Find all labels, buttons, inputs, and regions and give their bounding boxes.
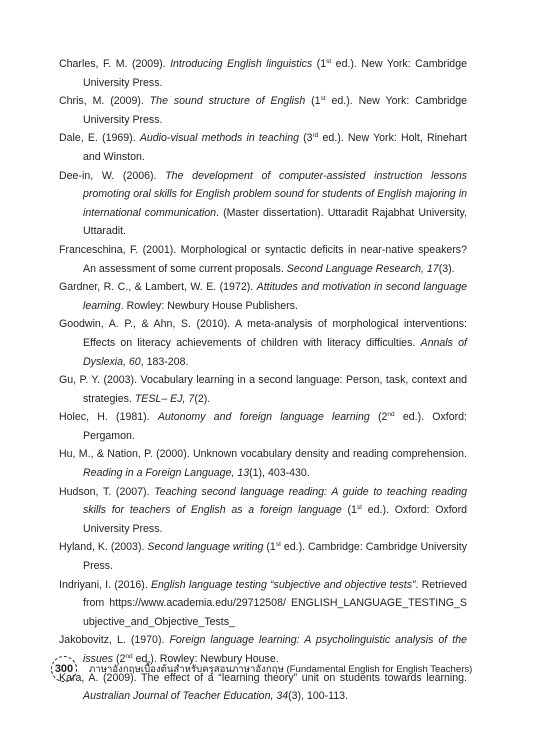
reference-url: https://www.academia.edu/29712508/ ENGLISH_LANGUAGE_TESTING_Subjective_and_Objective_Tests_ bbox=[83, 597, 467, 628]
reference-title: English language testing “subjective and objective tests” bbox=[150, 578, 416, 591]
reference-title: Second Language Research, 17 bbox=[286, 262, 439, 275]
reference-text: Kara, A. (2009). The effect of a “learning theory” unit on students towards learning. bbox=[59, 671, 467, 684]
reference-entry bbox=[59, 315, 467, 371]
reference-title: Attitudes and motivation in second language learning bbox=[83, 281, 467, 312]
reference-text: (1 bbox=[263, 541, 276, 554]
reference-text: (1 bbox=[305, 95, 321, 108]
reference-text: . (Master dissertation). Uttaradit Rajabhat University, Uttaradit. bbox=[83, 206, 468, 238]
reference-title: TESL– EJ, 7 bbox=[134, 392, 195, 405]
reference-text: Dee-in, W. (2006). bbox=[59, 169, 166, 182]
reference-entry bbox=[59, 408, 467, 445]
reference-entry bbox=[59, 129, 467, 166]
reference-text: . Rowley: Newbury House Publishers. bbox=[120, 299, 298, 312]
reference-text: (3), 100-113. bbox=[288, 690, 349, 703]
reference-text: ed.). Cambridge: Cambridge University Press. bbox=[83, 541, 467, 573]
reference-text: ed.). New York: Holt, Rinehart and Winston. bbox=[83, 132, 467, 163]
reference-title: Audio-visual methods in teaching bbox=[139, 132, 299, 145]
reference-title: Annals of Dyslexia, 60 bbox=[83, 336, 468, 368]
reference-entry bbox=[59, 483, 467, 539]
reference-title: Autonomy and foreign language learning bbox=[157, 411, 370, 424]
reference-text: ed.). New York: Cambridge University Press. bbox=[83, 95, 467, 126]
reference-text: Jakobovitz, L. (1970). bbox=[59, 634, 170, 647]
reference-text: (2). bbox=[194, 392, 211, 405]
reference-text: Chris, M. (2009). bbox=[59, 95, 150, 108]
reference-entry bbox=[59, 167, 467, 241]
reference-text: (1 bbox=[312, 58, 327, 70]
reference-list bbox=[59, 55, 467, 706]
reference-text: Hyland, K. (2003). bbox=[59, 541, 148, 554]
reference-text: (2 bbox=[113, 653, 126, 665]
reference-text: Dale, E. (1969). bbox=[59, 132, 140, 145]
reference-entry bbox=[59, 445, 467, 482]
reference-title: Reading in a Foreign Language, 13 bbox=[83, 467, 250, 480]
reference-title: The development of computer-assisted instruction lessons promoting oral skills for English problem sound for students of English majoring in international communication bbox=[83, 169, 468, 219]
reference-text: Goodwin, A. P., & Ahn, S. (2010). A meta-analysis of morphological interventions: Effects on literacy achievements of children with literacy difficulties. bbox=[59, 318, 467, 349]
reference-text: (3 bbox=[298, 132, 313, 145]
reference-entry bbox=[59, 371, 467, 408]
reference-text: st bbox=[356, 504, 362, 512]
page-number: 300 bbox=[51, 656, 77, 682]
reference-text: Holec, H. (1981). bbox=[59, 411, 158, 424]
reference-entry bbox=[59, 576, 467, 632]
reference-text: st bbox=[320, 95, 326, 103]
reference-title: Foreign language learning: A psycholinguistic analysis of the issues bbox=[83, 634, 467, 665]
reference-title: Teaching second language reading: A guide to teaching reading skills for teachers of English as a foreign language bbox=[83, 485, 467, 517]
reference-title: Introducing English linguistics bbox=[170, 58, 313, 70]
reference-text: Hudson, T. (2007). bbox=[59, 485, 155, 498]
reference-title: Australian Journal of Teacher Education, 34 bbox=[83, 690, 289, 703]
reference-text: rd bbox=[312, 132, 319, 140]
reference-text: Charles, F. M. (2009). bbox=[59, 58, 171, 70]
reference-text: (1), 403-430. bbox=[249, 467, 310, 480]
reference-text: nd bbox=[387, 411, 395, 419]
page-footer bbox=[51, 656, 491, 682]
reference-text: , 183-208. bbox=[140, 355, 189, 368]
reference-text: . Retrieved from bbox=[83, 578, 467, 610]
reference-text: ed.). Rowley: Newbury House. bbox=[132, 653, 279, 665]
reference-entry bbox=[59, 538, 467, 575]
reference-text: nd bbox=[125, 653, 133, 660]
reference-text: ed.). Oxford: Oxford University Press. bbox=[83, 504, 467, 535]
reference-text: (3). bbox=[438, 262, 455, 275]
reference-entry bbox=[59, 278, 467, 315]
reference-text: st bbox=[326, 58, 332, 65]
reference-title: The sound structure of English bbox=[149, 95, 306, 108]
reference-text: (1 bbox=[341, 504, 357, 517]
reference-text: Indriyani, I. (2016). bbox=[59, 578, 151, 591]
reference-entry bbox=[59, 92, 467, 129]
reference-text: Gardner, R. C., & Lambert, W. E. (1972). bbox=[59, 281, 257, 294]
reference-text: ed.). Oxford: Pergamon. bbox=[83, 411, 467, 442]
reference-entry bbox=[59, 241, 467, 278]
reference-text: Gu, P. Y. (2003). Vocabulary learning in a second language: Person, task, context and strategies. bbox=[59, 374, 467, 405]
reference-text: st bbox=[275, 541, 281, 549]
reference-title: Second language writing bbox=[147, 541, 264, 554]
reference-text: Hu, M., & Nation, P. (2000). Unknown vocabulary density and reading comprehension. bbox=[59, 448, 467, 461]
reference-text: ed.). New York: Cambridge University Press. bbox=[83, 58, 467, 89]
reference-entry bbox=[59, 55, 467, 92]
running-title: ภาษาอังกฤษเบื้องต้นสำหรับครูสอนภาษาอังกฤษ (Fundamental English for English Teachers) bbox=[89, 663, 473, 675]
reference-text: Franceschina, F. (2001). Morphological or syntactic deficits in near-native speakers? An assessment of some current proposals. bbox=[59, 243, 467, 275]
reference-text: (2 bbox=[369, 411, 388, 424]
